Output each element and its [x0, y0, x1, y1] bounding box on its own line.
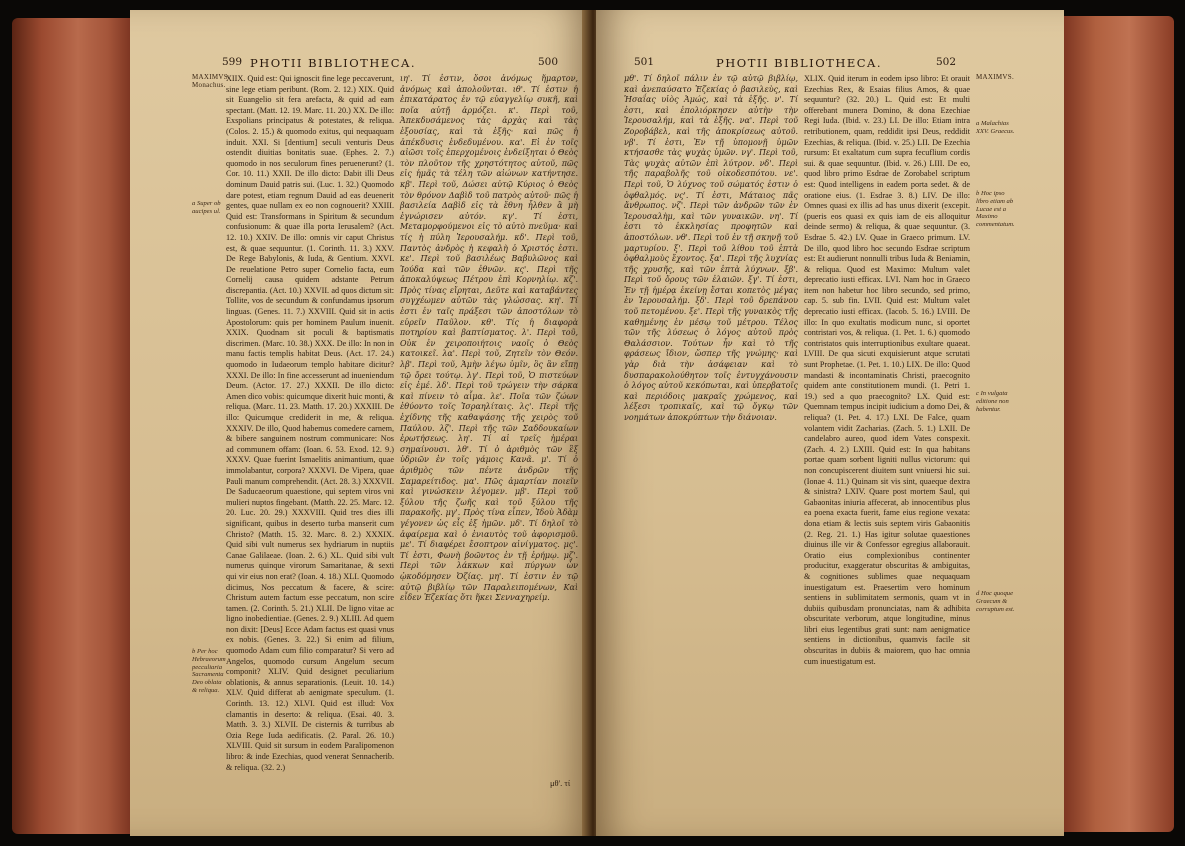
margin-author-sub: Monachus. — [192, 80, 226, 89]
page-edges-left — [12, 18, 132, 834]
page-number-right-latin: 502 — [936, 56, 957, 68]
margin-author-label: MAXIMVS. — [192, 73, 230, 81]
margin-note-left-1: a Super ob aucipes ul. — [192, 200, 221, 215]
page-number-left-greek: 500 — [538, 56, 559, 68]
margin-note-left-2: b Per hoc Hebraeorum pecculiaria Sacramenta Deo oblata & reliqua. — [192, 648, 226, 694]
greek-column-left: ιη'. Τί ἐστιν, ὅσοι ἀνόμως ἥμαρτον, ἀνόμως καὶ ἀπολοῦνται. ιθ'. Τί ἐστιν ἡ ἐπικατάρατος ἐν τῷ εὐαγγελίῳ συκῆ, καὶ ποῖα αὐτῇ ἁρμόζει. κ'. Περὶ τοῦ, Ἀπεκδυσάμενος τὰς ἀρχὰς καὶ τὰς ἐξουσίας, καὶ τὰ ἑξῆς· καὶ πῶς ἡ ἀπέκδυσις ἐνδεδυμένου. κα'. Εἰ ἐν τοῖς αἰῶσι τοῖς ἐπερχομένοις ἐνδείξηται ὁ Θεὸς τὸν πλοῦτον τῆς χρηστότητος αὐτοῦ, πῶς εἰς ἡμᾶς τὰ τέλη τῶν αἰώνων κατήντησε. κβ'. Περὶ τοῦ, Δώσει αὐτῷ Κύριος ὁ Θεὸς τὸν θρόνον Δαβὶδ τοῦ πατρὸς αὐτοῦ· πῶς ἡ βασιλεία Δαβὶδ εἰς τὰ ἔθνη ἦλθεν ἃ μὴ ἐγνώρισεν αὐτόν. κγ'. Τί ἐστι, Μεταμορφούμενοι εἰς τὸ αὐτὸ πνεῦμα· καὶ τίς ἡ πύλη Ἱερουσαλήμ. κδ'. Περὶ τοῦ, Παντὸς ἀνδρὸς ἡ κεφαλὴ ὁ Χριστός ἐστι. κε'. Περὶ τοῦ βασιλέως Βαβυλῶνος καὶ Ἰούδα καὶ τῶν ἐθνῶν. κς'. Περὶ τῆς ἀποκαλύψεως Πέτρου ἐπὶ Κορνηλίῳ. κζ'. Πρὸς τίνας εἴρηται, Δεῦτε καὶ καταβάντες συγχέωμεν αὐτῶν τὰς γλώσσας. κη'. Τί ἐστι ἐν ταῖς πράξεσι τῶν ἀποστόλων τὸ εὑρεῖν Παῦλον. κθ'. Τίς ἡ διαφορὰ ποτηρίου καὶ βαπτίσματος. λ'. Περὶ τοῦ, Οὐκ ἐν χειροποιήτοις ναοῖς ὁ Θεὸς κατοικεῖ. λα'. Περὶ τοῦ, Ζητεῖν τὸν Θεόν. λβ'. Περὶ τοῦ, Ἀμὴν λέγω ὑμῖν, ὃς ἂν εἴπῃ τῷ ὄρει τούτῳ. λγ'. Περὶ τοῦ, Ὁ πιστεύων εἰς ἐμέ. λδ'. Περὶ τοῦ τρώγειν τὴν σάρκα καὶ πίνειν τὸ αἷμα. λε'. Ποῖα τῶν ζώων ἐθύοντο τοῖς Ἰσραηλίταις. λς'. Περὶ τῆς ἐχίδνης τῆς καθαψάσης τῆς χειρὸς τοῦ Παύλου. λζ'. Περὶ τῆς τῶν Σαδδουκαίων ἐρωτήσεως. λη'. Τί αἱ τρεῖς ἡμέραι σημαίνουσι. λθ'. Τί ὁ ἀριθμὸς τῶν ἓξ ὑδριῶν ἐν τοῖς γάμοις Κανᾶ. μ'. Τί ὁ ἀριθμὸς τῶν πέντε ἀνδρῶν τῆς Σαμαρείτιδος. μα'. Πῶς ἁμαρτίαν ποιεῖν καὶ γινώσκειν λέγομεν. μβ'. Περὶ τοῦ ξύλου τῆς ζωῆς καὶ τοῦ ξύλου τῆς παρακοῆς. μγ'. Πρὸς τίνα εἶπεν, Ἰδοὺ Ἀδὰμ γέγονεν ὡς εἷς ἐξ ἡμῶν. μδ'. Τί δηλοῖ τὸ ἀφαίρεμα καὶ ὁ ἐνιαυτὸς τοῦ ἀφορισμοῦ. με'. Τί διαφέρει ἔσοπτρον αἰνίγματος. μς'. Τί ἐστι, Φωνὴ βοῶντος ἐν τῇ ἐρήμῳ. μζ'. Περὶ τῶν λάκκων καὶ πύργων ὧν ᾠκοδόμησεν Ὀζίας. μη'. Τί ἐστιν ἐν τῷ αὐτῷ βιβλίῳ τῶν Παραλειπομένων, Καὶ εἶδεν Ἐζεκίας ὅτι ἥκει Σενναχηρείμ. — [400, 74, 578, 603]
page-edges-right — [1062, 16, 1174, 832]
margin-author-left — [192, 73, 230, 90]
greek-column-right: μθ'. Τί δηλοῖ πάλιν ἐν τῷ αὐτῷ βιβλίῳ, καὶ ἀνεπαύσατο Ἐζεκίας ὁ βασιλεὺς, καὶ Ἡσαΐας υἱὸς Ἀμώς, καὶ τὰ ἑξῆς. ν'. Τί ἐστι, καὶ ἐπολιόρκησεν αὐτὴν τὴν Ἱερουσαλήμ, καὶ τὰ ἑξῆς. να'. Περὶ τοῦ Ζοροβάβελ, καὶ τῆς ἀποκρίσεως αὐτοῦ. νβ'. Τί ἐστι, Ἐν τῇ ὑπομονῇ ὑμῶν κτήσασθε τὰς ψυχὰς ὑμῶν. νγ'. Περὶ τοῦ, Τὰς ψυχὰς αὐτῶν ἐπὶ λύτρον. νδ'. Περὶ τῆς παραβολῆς τοῦ οἰκοδεσπότου. νε'. Περὶ τοῦ, Ὁ λύχνος τοῦ σώματός ἐστιν ὁ ὀφθαλμός. νς'. Τί ἐστι, Μάταιος πᾶς ἄνθρωπος. νζ'. Περὶ τῶν ἀνδρῶν τῶν ἐν Ἱερουσαλὴμ, καὶ τῶν γυναικῶν. νη'. Τί ἐστι τὸ ἐκκλησίας προφητῶν καὶ ἀποστόλων. νθ'. Περὶ τοῦ ἐν τῇ σκηνῇ τοῦ μαρτυρίου. ξ'. Περὶ τοῦ λίθου τοῦ ἑπτὰ ὀφθαλμοὺς ἔχοντος. ξα'. Περὶ τῆς λυχνίας τῆς χρυσῆς, καὶ τῶν ἑπτὰ λύχνων. ξβ'. Περὶ τοῦ ὄρους τῶν ἐλαιῶν. ξγ'. Τί ἐστι, Ἐν τῇ ἡμέρᾳ ἐκείνῃ ἔσται κοπετὸς μέγας ἐν Ἱερουσαλήμ. ξδ'. Περὶ τοῦ δρεπάνου τοῦ πετομένου. ξε'. Περὶ τῆς γυναικὸς τῆς καθημένης ἐν μέσῳ τοῦ μέτρου. Τέλος τῶν τῆς λύσεως ὁ λόγος αὐτοῦ πρὸς Θαλάσσιον. Τούτων ἦν καὶ τὸ τῆς φράσεως ἴδιον, ὥσπερ τῆς γνώμης· καὶ γὰρ διὰ τὴν ἀσάφειαν καὶ τὸ δυσπαρακολούθητον τοῖς ἐντυγχάνουσιν ὁ λόγος αὐτοῦ κεκόπωται, καὶ ὑπερβατοῖς καὶ περιόδοις μακραῖς χρώμενος, καὶ λέξεσι τροπικαῖς, καὶ τῷ ὄγκῳ τῶν νοημάτων ἀποκρύπτων τὴν διάνοιαν. — [624, 74, 798, 422]
running-head-left: PHOTII BIBLIOTHECA. — [250, 56, 417, 70]
latin-column-right: XLIX. Quid iterum in eodem ipso libro: Et orauit Ezechias Rex, & Esaias filius Amos, & quae sequuntur? (32. 20.) L. Quid est: Et multi offerebant munera Domino, & dona Ezechiae Regi Iuda. (Ibid. v. 23.) LI. De illo: Etiam intra retributionem, quam, reddidit ipsi Deus, reddidit Ezechias, & reliqua. (Ibid. v. 25.) LII. De Ezechia rursum: Et exaltatum cum supra fecuflium cordis sui. & quae sequuntur. (Ibid. v. 26.) LIII. De eo, quod libro primo Esdrae de Zorobabel scriptum est: Quod intelligens in eadem porta sedet. & de oratione eius. (1. Esdrae 3. 8.) LIV. De illo: Omnes quasi ex illis ad has unus dixerit (excepit. (pueris eos quasi ex quis iam de eis alloquitur deinde sermo) & reliqua, & quae sequuntur. (3. Esdrae 5. 42.) LV. Quae in Graeco primum. LV. De illo, quod libro hoc secundo Esdrae scriptum est: Et audierunt nonnulli tribus Iuda & Beniamin, & reliqua. Quod est Maximo: Multum valet deprecatio iusti efficax. LVI. Nam hoc in Graeco item non habetur hoc libro secundo, sed primo, cap. 5. sub fin. LVII. Quid est: Multum valet deprecatio iusti efficax. (Iacob. 5. 16.) LVIII. De illo: In quo exultatis modicum nunc, si oportet contristari vos, & reliqua. (1. Pet. 1. 6.) quomodo contristatos quis interruptionibus exultare quaeat. LVIII. De qua sicuti exquisierunt atque scrutati sunt Prophetae. (1. Pet. 1. 10.) LIX. De illo: Quod mandasti & incontaminatis Christi, praecognito quidem ante constitutionem mundi. (1. Petri 1. 19.) sed a quo praecognito? LX. Quid est: Quemnam tempus incipit iudicium a domo Dei, & reliqua? (1. Pet. 4. 17.) LXI. De Falce, quam volantem vidit Zacharias. (Zach. 5. 1.) LXII. De candelabro aureo, quod idem Vates conspexit. (Zach. 4. 2.) LXIII. Quid est: In qua habitans portae quam sorbent ligniti nullus victorum: qui non concupiscerent diuitem sunt vniuersi hic sui. (Ionae 4. 11.) Quinam sit vis sint, quaeque dextra & sinistra? LXIV. Quare post mortem Saul, qui Gabaonitas iniuria affecerat, ab innocentibus plus ea poena exacta fuerit, fame eius regione vexata: dona etiam & lectis suis septem viris Gabaonitis (2. Reg. 21. 1.) Has igitur solutae quaestiones diuinus ille vir & Confessor egregius allaborauit. Oratio eius complexionibus continenter producitur, exaggeratur obscuritas & ambiguitas, & cognitiones sublimes quae nequaquam inuestigatum est. Praesertim vero hominum sentiens in sublimitatem sermonis, quam vt in dubiis quibusdam pronunciatas, nam & adhibita obscuritate verborum, atque longitudine, minus libri eius legentibus grati sunt: nam aenigmatice sentiens in dictionibus, quamvis facile sit obscuritas in dubiis & maiorem, quo hac omnia cum inuestigatum est. — [804, 74, 970, 666]
catchword-left: μθ'. τί — [550, 778, 571, 788]
right-page — [596, 10, 1064, 836]
running-head-right: PHOTII BIBLIOTHECA. — [716, 56, 883, 70]
open-book — [12, 10, 1174, 836]
latin-column-left: XIIX. Quid est: Qui ignoscit fine lege peccaverunt, sine lege etiam peribunt. (Rom. 2. 12.) XIX. Quid sit Euangelio sit fera arefacta, & quid ad eam spectant. (Matt. 12. 19. Marc. 11. 20.) XX. De illo: Exspolians principatus & potestates, & reliqua. (Colos. 2. 15.) & quomodo exitus, qui nequaquam induit. XXI. Si [dentium] seculi venturis Deus ostendit diuitias bonitatis suae. (Ephes. 2. 7.) quomodo in nos seculorum fines peruenerunt? (1. Cor. 10. 11.) XXII. De illo dicto: Dabit illi Deus dominum Dauid patris sui. (Luc. 1. 32.) Quomodo dare potest, etiam regnum Dauid ad eas deuenerit gentes, quae nullam ex eo non cognouerit? XXIII. Quid est: Transformans in Spiritum & secundum confusionum: & quae illa porta Ierusalem? (Act. 12. 10.) XXIV. De illo: omnis vir caput Christus est, & quae sequuntur. (1. Corinth. 11. 3.) XXV. De Rege Babylonis, & Iuda, & Gentium. XXVI. De reuelatione Petro super Cornelio facta, eum Cornelij causa quidem adstante Petrum discrepantia. (Act. 10.) XXVII. ad quos dictum sit: Tollite, vos de secundum & confundamus ipsorum linguas. (Genes. 11. 7.) XXVIII. Quid sit in actis Apostolorum: quis per hominem Paulum inuenit. XXIX. Quodnam sit poculi & baptismatis discrimen. (Marc. 10. 38.) XXX. De illo: In non in manu factis templis habitat Deus. (Act. 17. 24.) quomodo in Iudaeorum templo habitare dicitur? XXXI. De illo: In fine accesserunt ad inueniendum Deum. (Actor. 17. 27.) XXXII. De illo dicto: Amen dico vobis: quicumque dixerit huic monti, & reliqua. (Marc. 11. 23. Matth. 17. 20.) XXXIII. De illo: Quicumque crediderit in me, & reliqua. XXXIV. De illo, Quod habemus comedere carnem, & bibere sanguinem nostrum communicare: Nos ad communem offam: (Ioan. 6. 53. Exod. 12. 9.) XXXV. Quae fuerint Ismaelitis animantium, quae immolabantur, corpora? XXXVI. De Vipera, quae Pauli manum comprehendit. (Act. 28. 3.) XXXVII. De Saducaeorum quaestione, qui septem viros vni mulieri nuptos fingebant. (Matth. 22. 25. Marc. 12. 20. Luc. 20. 29.) XXXVIII. Quid tres dies illi significant, quibus in deserto turba manserit cum Christo? (Matth. 15. 32. Marc. 8. 2.) XXXIX. Quid sibi vult numerus sex hydriarum in nuptiis Canae Galilaeae. (Ioan. 2. 6.) XL. Quid sibi vult numerus quinque virorum Samaritanae, & sexti qui vir eius non erat? (Ioan. 4. 18.) XLI. Quomodo dicimus, Nos peccatum & facere, & scire: Christum autem factum esse peccatum, non scire tamen. (2. Corinth. 5. 21.) XLII. De ligno vitae ac ligno inobedientiae. (Genes. 2. 9.) XLIII. Ad quem non dixit: [Deus] Ecce Adam factus est quasi vnus ex nobis. (Genes. 3. 22.) Si enim ad filium, quomodo Adam cum filio comparatur? Si vero ad Angelos, quomodo cursum Angelum secum componit? XLIV. Quid designet peculiarium oblationis, & annus separationis. (Leuit. 10. 14.) XLV. Quid differat ab aenigmate speculum. (1. Corinth. 13. 12.) XLVI. Quid est illud: Vox clamantis in deserto: & reliqua. (Esai. 40. 3. Matth. 3. 3.) XLVII. De cisternis & turribus ab Ozia Rege Iuda aedificatis. (2. Paral. 26. 10.) XLVIII. Quid sit sursum in eodem Paralipomenon libro: & inde Ezechias, quod venerat Sennacherib. & reliqua. (32. 2.) — [226, 74, 394, 772]
margin-note-right-4: d Hoc quoque Graecum & corruptum est. — [976, 590, 1015, 613]
margin-author-right: MAXIMVS. — [976, 73, 1014, 81]
page-number-left-latin: 599 — [222, 56, 243, 68]
left-page — [130, 10, 590, 836]
margin-note-right-1: a Malachias XXV. Graecus. — [976, 120, 1015, 135]
margin-note-right-2: b Hoc ipso libro etiam ab Lucae est a Maximo commentatum. — [976, 190, 1015, 229]
page-number-right-greek: 501 — [634, 56, 655, 68]
margin-note-right-3: c In vulgata editione non habentur. — [976, 390, 1009, 413]
